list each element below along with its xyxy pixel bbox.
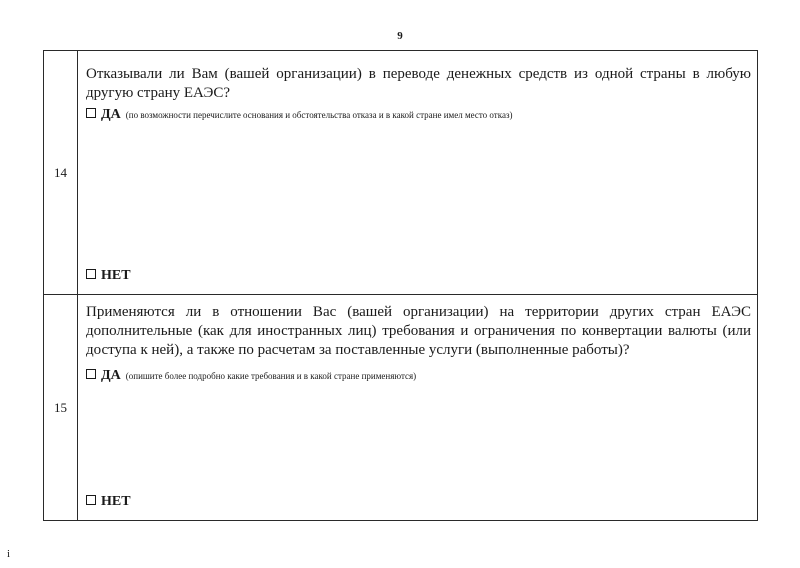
checkbox-no[interactable] (86, 495, 96, 505)
checkbox-no[interactable] (86, 269, 96, 279)
page-number: 9 (397, 30, 403, 42)
question-text: Применяются ли в отношении Вас (вашей организации) на территории других стран ЕАЭС дополнительные (как для иностранных лиц) требования и ограничения по конвертации валюты (или доступа к ней), а также по расчетам за поставленные услуги (выполненные работы)? (86, 304, 751, 358)
question-number: 15 (44, 295, 78, 521)
checkbox-yes[interactable] (86, 108, 96, 118)
question-text: Отказывали ли Вам (вашей организации) в переводе денежных средств из одной страны в любую другую страну ЕАЭС? (86, 66, 751, 101)
option-yes-label: ДА (101, 107, 121, 122)
option-yes[interactable] (78, 103, 757, 123)
option-yes-hint: (по возможности перечислите основания и обстоятельства отказа и в какой стране имел место отказ) (125, 110, 513, 120)
option-no[interactable] (86, 494, 136, 510)
question-cell (78, 295, 758, 521)
option-no-label: НЕТ (101, 268, 131, 283)
option-yes-label: ДА (101, 368, 121, 383)
option-no[interactable] (86, 268, 136, 284)
option-yes-hint: (опишите более подробно какие требования и в какой стране применяются) (125, 371, 417, 381)
questionnaire-table (43, 50, 758, 521)
option-no-label: НЕТ (101, 494, 131, 509)
margin-mark: i (7, 548, 11, 560)
question-cell (78, 51, 758, 295)
checkbox-yes[interactable] (86, 369, 96, 379)
question-number: 14 (44, 51, 78, 295)
question-row (44, 295, 758, 521)
option-yes[interactable] (78, 360, 757, 384)
question-row (44, 51, 758, 295)
